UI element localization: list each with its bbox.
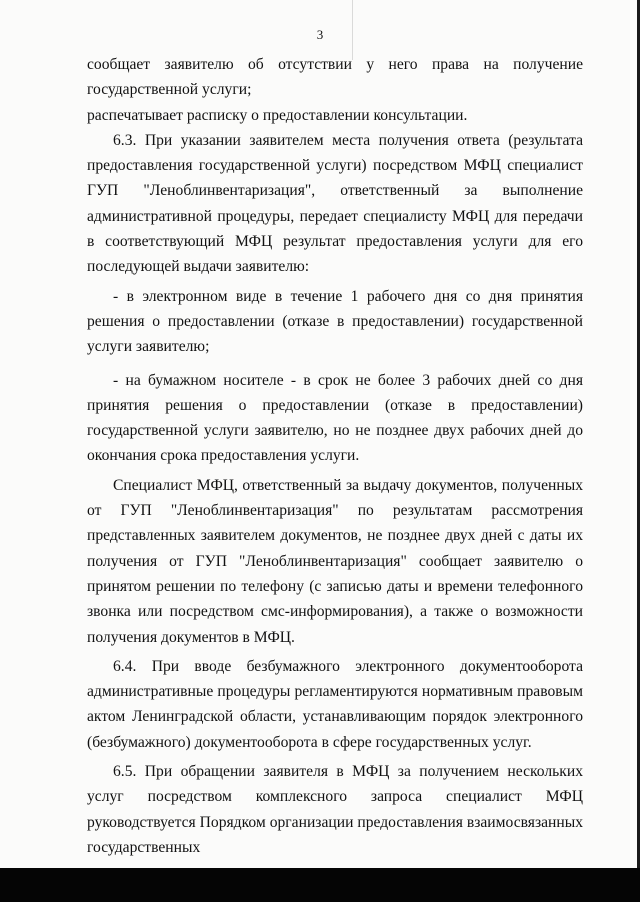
paragraph: - на бумажном носителе - в срок не более 3 рабочих дней со дня принятия решения о предоставлении (отказе в предоставлении) государственной услуги заявителю, но не позднее двух рабочих дней до окончания срока предоставления услуги. — [87, 371, 583, 465]
paragraph: 6.3. При указании заявителем места получения ответа (результата предоставления государственной услуги) посредством МФЦ специалист ГУП "Леноблинвентаризация", ответственный за выполнение административной процедуры, передает специалисту МФЦ для передачи в соответствующий МФЦ результат предоставления услуги для его последующей выдачи заявителю: — [87, 131, 583, 276]
paragraph: Специалист МФЦ, ответственный за выдачу документов, полученных от ГУП "Леноблинвентаризация" по результатам рассмотрения представленных заявителем документов, не позднее двух дней с даты их получения от ГУП "Леноблинвентаризация" сообщает заявителю о принятом решении по телефону (с записью даты и времени телефонного звонка или посредством смс-информирования), а также о возможности получения документов в МФЦ. — [87, 476, 583, 646]
paragraph: распечатывает расписку о предоставлении консультации. — [87, 106, 468, 124]
document-body — [87, 52, 583, 860]
paragraph: сообщает заявителю об отсутствии у него права на получение государственной услуги; — [87, 56, 583, 99]
page-number: 3 — [316, 27, 324, 42]
scan-bottom-border — [0, 868, 640, 902]
paragraph: - в электронном виде в течение 1 рабочего дня со дня принятия решения о предоставлении (отказе в предоставлении) государственной услуги заявителю; — [87, 287, 583, 356]
paragraph: 6.5. При обращении заявителя в МФЦ за получением нескольких услуг посредством комплексного запроса специалист МФЦ руководствуется Порядком организации предоставления взаимосвязанных государственных — [87, 763, 583, 856]
paragraph: 6.4. При вводе безбумажного электронного документооборота административные процедуры регламентируются нормативным правовым актом Ленинградской области, устанавливающим порядок электронного (безбумажного) документооборота в сфере государственных услуг. — [87, 657, 583, 751]
